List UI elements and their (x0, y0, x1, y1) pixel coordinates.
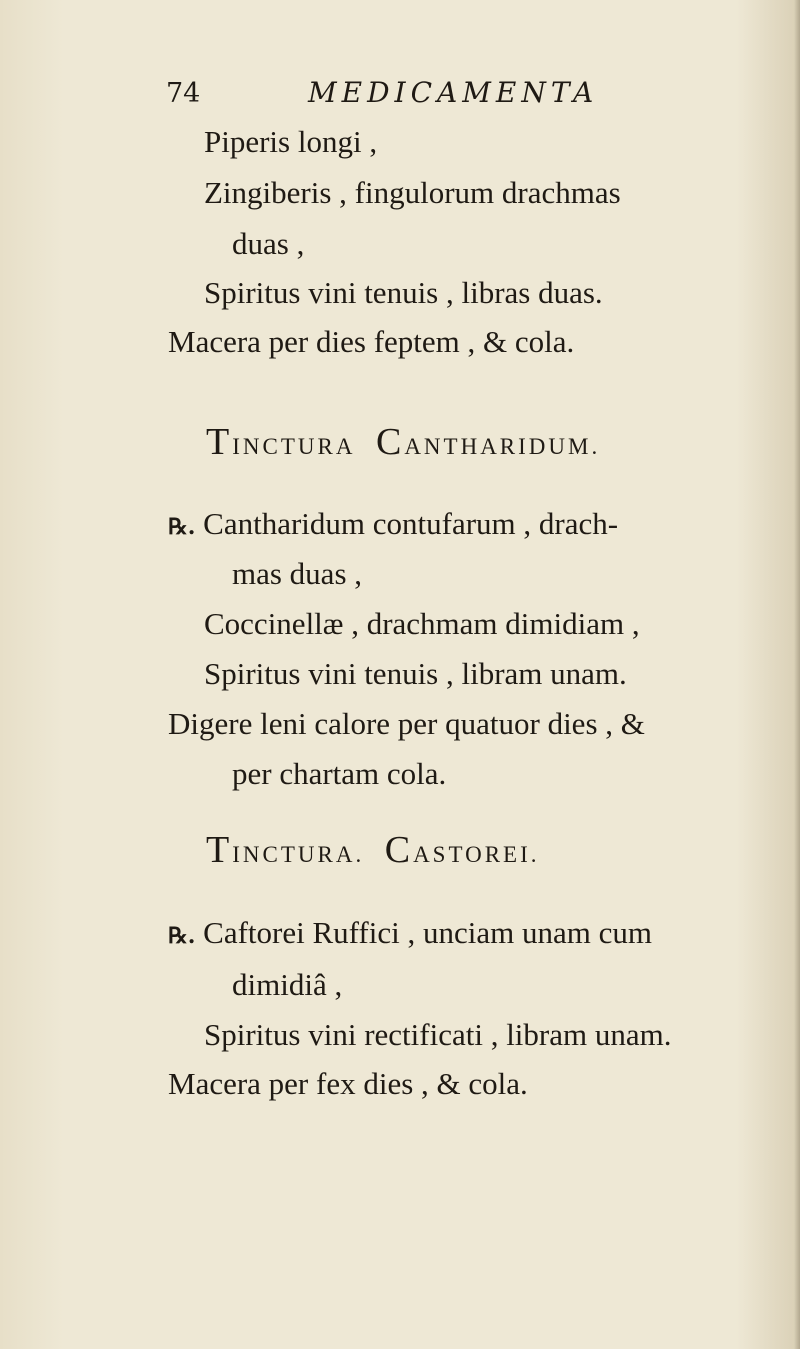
heading-word: ANTHARIDUM. (404, 434, 601, 459)
text-line-content: Cantharidum contufarum , drach- (203, 506, 619, 541)
text-line: Macera per dies feptem , & cola. (168, 324, 575, 359)
page-number: 74 (166, 78, 201, 109)
text-line: Macera per fex dies , & cola. (168, 1066, 528, 1101)
text-line: mas duas , (232, 556, 363, 591)
heading-initial: T (206, 829, 233, 871)
text-line: Spiritus vini tenuis , libras duas. (204, 275, 603, 310)
section-heading (206, 420, 600, 464)
text-line: per chartam cola. (232, 756, 447, 791)
heading-word: INCTURA (232, 434, 356, 459)
page-header (166, 78, 636, 118)
text-line: Coccinellæ , drachmam dimidiam , (204, 606, 640, 641)
recipe-symbol: ℞. (168, 514, 196, 540)
text-line: duas , (232, 226, 305, 261)
recipe-symbol: ℞. (168, 923, 196, 949)
text-line (168, 506, 618, 545)
heading-word: ASTOREI. (413, 842, 540, 867)
text-line: Spiritus vini rectificati , libram unam. (204, 1017, 672, 1052)
running-title: MEDICAMENTA (308, 76, 599, 109)
heading-initial: C (384, 829, 414, 871)
section-heading (206, 828, 540, 872)
text-line (168, 915, 652, 954)
heading-initial: T (206, 421, 233, 463)
text-line: Zingiberis , fingulorum drachmas (204, 175, 621, 210)
text-line: dimidiâ , (232, 967, 343, 1002)
heading-initial: C (375, 421, 405, 463)
page-edge-shadow (794, 0, 800, 1349)
text-line-content: Caftorei Ruffici , unciam unam cum (203, 915, 652, 950)
text-line: Digere leni calore per quatuor dies , & (168, 706, 645, 741)
text-line: Piperis longi , (204, 124, 378, 159)
heading-word: INCTURA. (232, 842, 365, 867)
text-line: Spiritus vini tenuis , libram unam. (204, 656, 627, 691)
